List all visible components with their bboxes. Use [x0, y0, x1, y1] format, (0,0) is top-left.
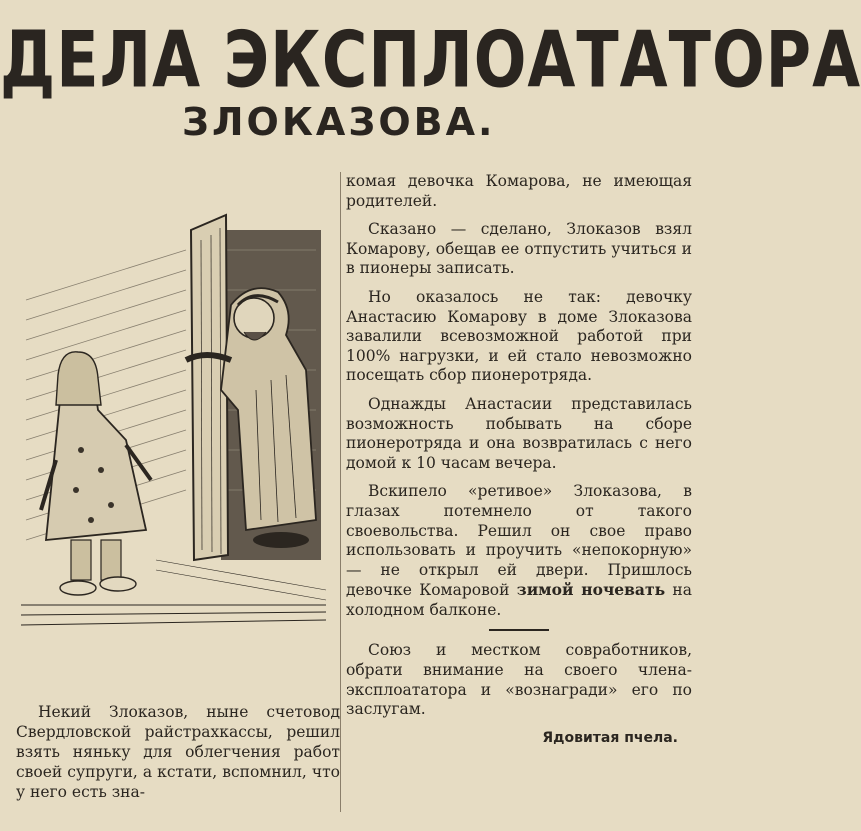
left-column	[16, 702, 340, 802]
right-paragraph-1: комая девочка Комарова, не имеющая родителей.	[346, 172, 692, 210]
right-paragraph-5	[346, 482, 692, 620]
p5-text-bold: зимой ночевать	[516, 580, 666, 600]
right-paragraph-2: Сказано — сделано, Злоказов взял Комарову, обещав ее отпустить учиться и в пионеры записать.	[346, 220, 692, 278]
left-paragraph: Некий Злоказов, ныне счетовод Свердловской райстрахкассы, решил взять няньку для облегчения работ своей супруги, а кстати, вспомнил, что у него есть зна-	[16, 703, 340, 801]
headline-title: ДЕЛА ЭКСПЛОАТАТОРА	[0, 14, 861, 106]
right-paragraph-4: Однажды Анастасии представилась возможность побывать на сборе пионеротряда и она возвратилась с него домой к 10 часам вечера.	[346, 394, 692, 472]
right-column	[346, 172, 692, 748]
column-rule	[340, 172, 341, 812]
p5-text-a: Вскипело «ретивое» Злоказова, в глазах потемнело от такого своевольства. Решил он свое право использовать и проучить «непокорную» — не открыл ей двери. Пришлось девочке Комаровой	[346, 482, 692, 600]
headline-subtitle: ЗЛОКАЗОВА.	[182, 100, 496, 144]
right-paragraph-6: Союз и местком совработников, обрати внимание на своего члена-эксплоататора и «вознагради» его по заслугам.	[346, 641, 692, 719]
right-paragraph-3: Но оказалось не так: девочку Анастасию Комарову в доме Злоказова завалили всевозможной работой при 100% нагрузки, и ей стало невозможно посещать сбор пионеротряда.	[346, 287, 692, 385]
signature: Ядовитая пчела.	[542, 729, 678, 746]
woodcut-illustration-icon	[16, 210, 334, 630]
p5-text-b: на холодном балконе.	[346, 581, 692, 619]
section-divider	[489, 629, 549, 631]
